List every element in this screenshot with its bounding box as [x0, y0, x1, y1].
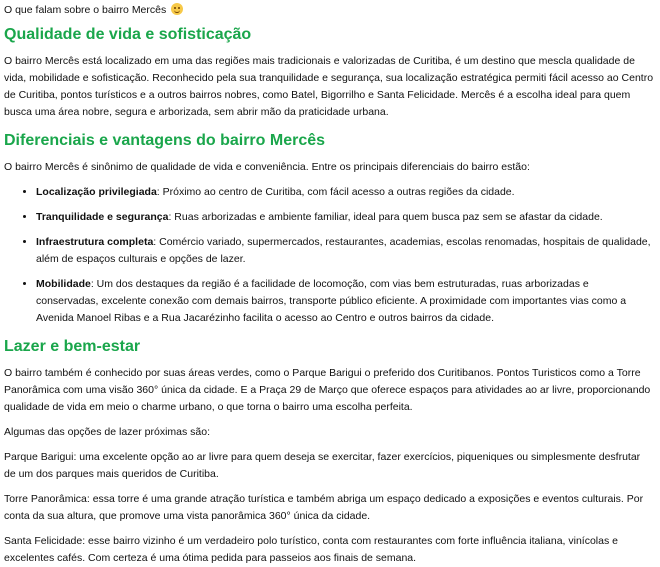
list-item-text: : Comércio variado, supermercados, restaurantes, academias, escolas renomadas, hospitais de qualidade, além de espaços culturais e opções de lazer.: [36, 236, 651, 265]
list-item-text: : Ruas arborizadas e ambiente familiar, ideal para quem busca paz sem se afastar da cidade.: [168, 211, 603, 223]
section-paragraph: O bairro Mercês é sinônimo de qualidade de vida e conveniência. Entre os principais diferenciais do bairro estão:: [4, 161, 530, 173]
list-item-text: : Um dos destaques da região é a facilidade de locomoção, com vias bem estruturadas, ruas arborizadas e conservadas, excelente conexão com demais bairros, transporte público eficiente. A proximidade com importantes vias como a Avenida Manoel Ribas e a Rua Jacarézinho facilita o acesso ao Centro e outros bairros da cidade.: [36, 278, 627, 324]
section-paragraph: Torre Panorâmica: essa torre é uma grande atração turística e também abriga um espaço dedicado a exposições e eventos culturais. Por conta da sua altura, que promove uma vista panorâmica 360° única da cidade.: [4, 493, 644, 522]
smiling-face-icon: [171, 3, 183, 15]
section-paragraph: Parque Barigui: uma excelente opção ao ar livre para quem deseja se exercitar, fazer exercícios, piqueniques ou simplesmente desfrutar de um dos parques mais queridos de Curitiba.: [4, 451, 641, 480]
section-paragraph: Santa Felicidade: esse bairro vizinho é um verdadeiro polo turístico, conta com restaurantes com forte influência italiana, vinícolas e excelentes cafés. Com certeza é uma ótima pedida para passeios aos finais de semana.: [4, 535, 618, 564]
list-item: [36, 209, 654, 226]
section-heading-quality: Qualidade de vida e sofisticação: [4, 26, 252, 43]
list-item: [36, 234, 654, 268]
section-heading-advantages: Diferenciais e vantagens do bairro Mercês: [4, 132, 326, 149]
list-item: [36, 276, 654, 327]
list-item-label: Infraestrutura completa: [36, 236, 154, 248]
section-heading-leisure: Lazer e bem-estar: [4, 338, 141, 355]
list-item-label: Localização privilegiada: [36, 186, 157, 198]
list-item: [36, 184, 654, 201]
section-paragraph: O bairro Mercês está localizado em uma das regiões mais tradicionais e valorizadas de Curitiba, é um destino que mescla qualidade de vida, mobilidade e sofisticação. Reconhecido pela sua tranquilidade e segurança, sua localização estratégica permiti fácil acesso ao Centro de Curitiba, pontos turísticos e a outros bairros nobres, como Batel, Bigorrilho e Santa Felicidade. Mercês é a escolha ideal para quem busca uma área nobre, segura e arborizada, sem abrir mão da praticidade urbana.: [4, 55, 654, 118]
intro-text: O que falam sobre o bairro Mercês: [4, 4, 167, 16]
section-paragraph: Algumas das opções de lazer próximas são:: [4, 426, 211, 438]
list-item-label: Mobilidade: [36, 278, 91, 290]
list-item-label: Tranquilidade e segurança: [36, 211, 169, 223]
advantages-list: [4, 184, 654, 327]
list-item-text: : Próximo ao centro de Curitiba, com fácil acesso a outras regiões da cidade.: [156, 186, 515, 198]
intro-line: [4, 2, 654, 19]
section-paragraph: O bairro também é conhecido por suas áreas verdes, como o Parque Barigui o preferido dos Curitibanos. Pontos Turisticos como a Torre Panorâmica com uma visão 360° única da cidade. E a Praça 29 de Março que oferece espaços para atividades ao ar livre, proporcionando qualidade de vida em meio o charme urbano, o que torna o bairro uma escolha perfeita.: [4, 367, 651, 413]
